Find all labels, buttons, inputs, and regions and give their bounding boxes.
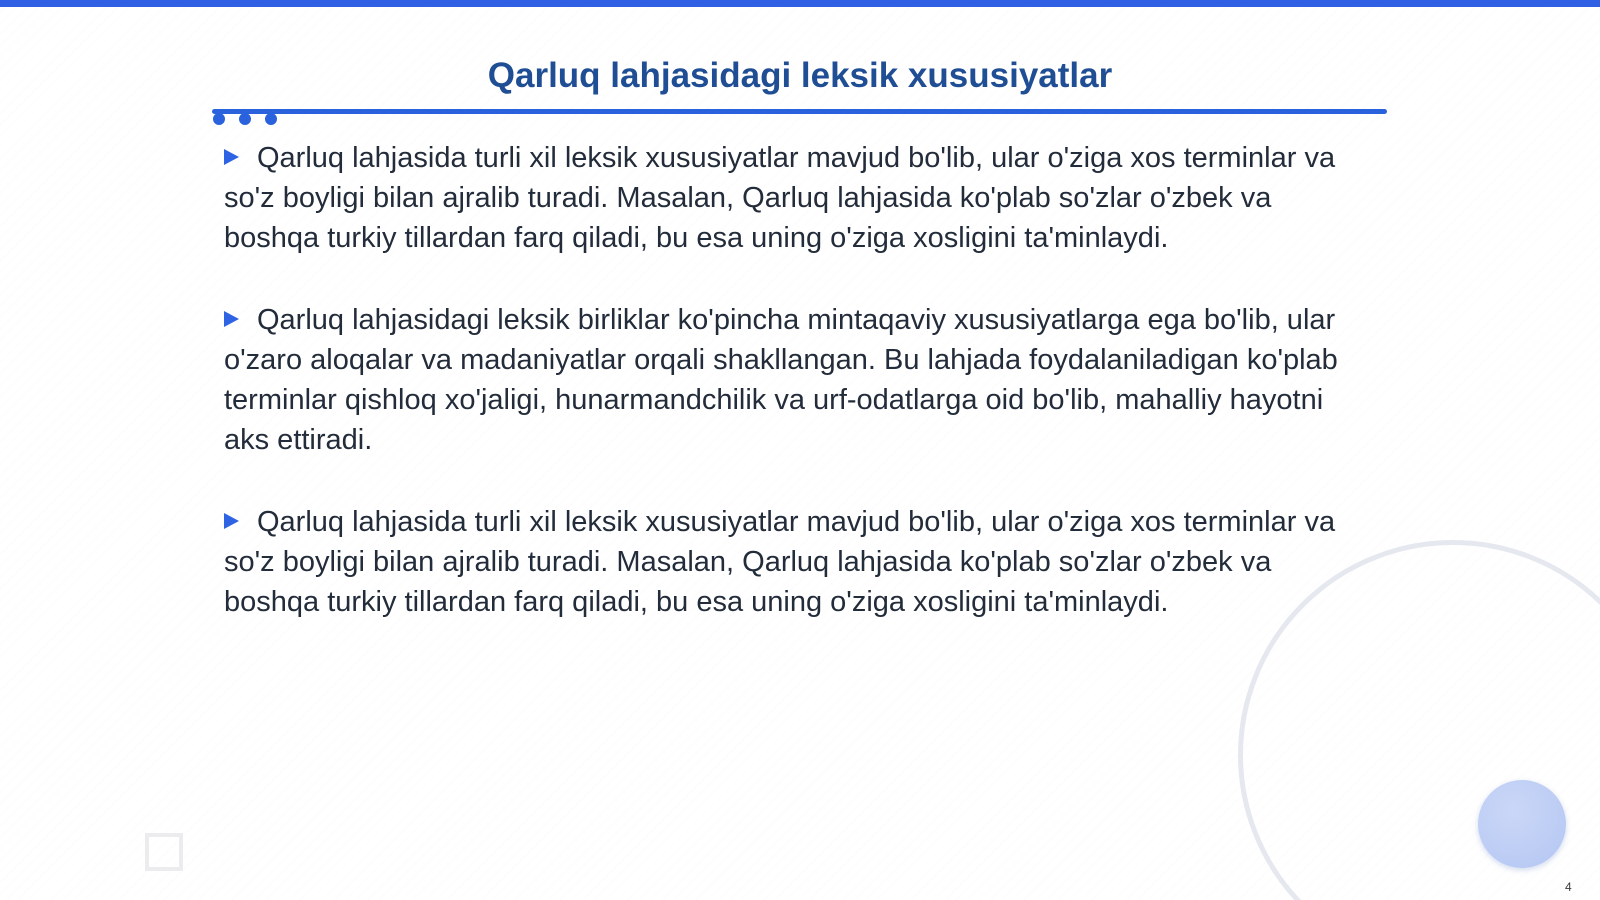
decorative-dot: [239, 113, 251, 125]
slide-title: Qarluq lahjasidagi leksik xususiyatlar: [487, 56, 1113, 95]
bullet-text: Qarluq lahjasida turli xil leksik xususiyatlar mavjud bo'lib, ular o'ziga xos terminlar va so'z boyligi bilan ajralib turadi. Masalan, Qarluq lahjasida ko'plab so'zlar o'zbek va boshqa turkiy tillardan farq qiladi, bu esa uning o'ziga xosligini ta'minlaydi.: [224, 142, 1336, 254]
triangle-right-icon: [224, 311, 239, 327]
decorative-square: [145, 833, 183, 871]
bullet-item: [224, 300, 1374, 460]
triangle-right-icon: [224, 513, 239, 529]
bullet-text: Qarluq lahjasidagi leksik birliklar ko'pincha mintaqaviy xususiyatlarga ega bo'lib, ular o'zaro aloqalar va madaniyatlar orqali shakllangan. Bu lahjada foydalaniladigan ko'plab terminlar qishloq xo'jaligi, hunarmandchilik va urf-odatlarga oid bo'lib, mahalliy hayotni aks ettiradi.: [224, 304, 1338, 456]
bullet-item: [224, 138, 1374, 258]
decorative-dot: [213, 113, 225, 125]
bullet-text: Qarluq lahjasida turli xil leksik xususiyatlar mavjud bo'lib, ular o'ziga xos terminlar va so'z boyligi bilan ajralib turadi. Masalan, Qarluq lahjasida ko'plab so'zlar o'zbek va boshqa turkiy tillardan farq qiladi, bu esa uning o'ziga xosligini ta'minlaydi.: [224, 506, 1336, 618]
top-accent-bar: [0, 0, 1600, 7]
decorative-dot: [265, 113, 277, 125]
page-number: 4: [1565, 880, 1572, 894]
bullet-item: [224, 502, 1374, 622]
bullet-list: [224, 138, 1374, 664]
triangle-right-icon: [224, 149, 239, 165]
decorative-circle: [1478, 780, 1566, 868]
title-underline: [212, 109, 1387, 114]
